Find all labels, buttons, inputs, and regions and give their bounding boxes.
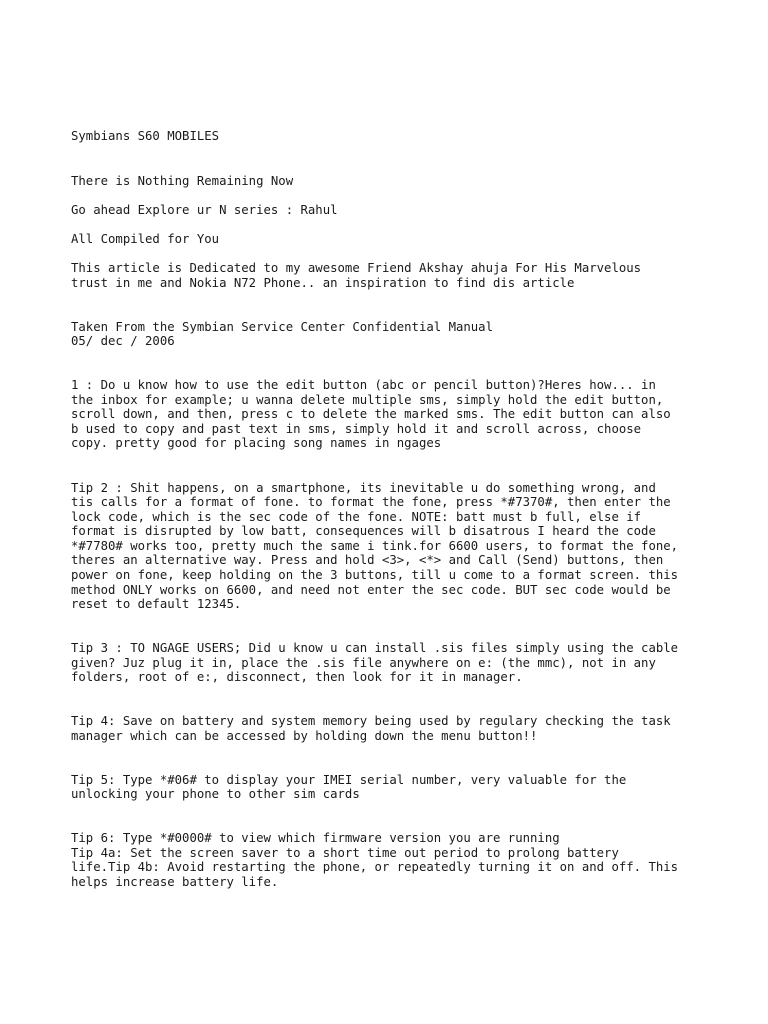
tip-line: Tip 4a: Set the screen saver to a short time out period to prolong battery: [71, 846, 619, 860]
tip-line: unlocking your phone to other sim cards: [71, 787, 360, 801]
tip-line: theres an alternative way. Press and hold <3>, <*> and Call (Send) buttons, then: [71, 553, 664, 567]
tip-line: tis calls for a format of fone. to format the fone, press *#7370#, then enter the: [71, 495, 671, 509]
tip-line: manager which can be accessed by holding down the menu button!!: [71, 729, 538, 743]
tip-line: lock code, which is the sec code of the fone. NOTE: batt must b full, else if: [71, 510, 642, 524]
intro-line-3: All Compiled for You: [71, 232, 220, 246]
source-date: 05/ dec / 2006: [71, 334, 175, 348]
tip-line: Tip 3 : TO NGAGE USERS; Did u know u can install .sis files simply using the cable: [71, 641, 679, 655]
tip-line: method ONLY works on 6600, and need not enter the sec code. BUT sec code would be: [71, 583, 671, 597]
tip-line: Tip 6: Type *#0000# to view which firmware version you are running: [71, 831, 560, 845]
tip-line: Tip 5: Type *#06# to display your IMEI serial number, very valuable for the: [71, 773, 627, 787]
tip-line: given? Juz plug it in, place the .sis file anywhere on e: (the mmc), not in any: [71, 656, 656, 670]
tip-line: *#7780# works too, pretty much the same i tink.for 6600 users, to format the fone,: [71, 539, 679, 553]
dedication-line: This article is Dedicated to my awesome Friend Akshay ahuja For His Marvelous: [71, 261, 642, 275]
tip-line: b used to copy and past text in sms, simply hold it and scroll across, choose: [71, 422, 642, 436]
tip-line: life.Tip 4b: Avoid restarting the phone, or repeatedly turning it on and off. This: [71, 860, 679, 874]
tip-line: the inbox for example; u wanna delete multiple sms, simply hold the edit button,: [71, 393, 664, 407]
tip-line: Tip 2 : Shit happens, on a smartphone, its inevitable u do something wrong, and: [71, 481, 656, 495]
tip-line: Tip 4: Save on battery and system memory being used by regulary checking the task: [71, 714, 671, 728]
tip-line: copy. pretty good for placing song names in ngages: [71, 436, 442, 450]
tip-line: helps increase battery life.: [71, 875, 279, 889]
dedication-line: trust in me and Nokia N72 Phone.. an inspiration to find dis article: [71, 276, 575, 290]
tip-line: format is disrupted by low batt, consequences will b disatrous I heard the code: [71, 524, 656, 538]
document-heading: Symbians S60 MOBILES: [71, 129, 220, 143]
source-line: Taken From the Symbian Service Center Confidential Manual: [71, 320, 493, 334]
tip-line: 1 : Do u know how to use the edit button (abc or pencil button)?Heres how... in: [71, 378, 656, 392]
intro-line-2: Go ahead Explore ur N series : Rahul: [71, 203, 338, 217]
tip-line: power on fone, keep holding on the 3 buttons, till u come to a format screen. this: [71, 568, 679, 582]
tip-line: reset to default 12345.: [71, 597, 242, 611]
intro-line-1: There is Nothing Remaining Now: [71, 174, 294, 188]
tip-line: folders, root of e:, disconnect, then look for it in manager.: [71, 670, 523, 684]
tip-line: scroll down, and then, press c to delete the marked sms. The edit button can also: [71, 407, 671, 421]
